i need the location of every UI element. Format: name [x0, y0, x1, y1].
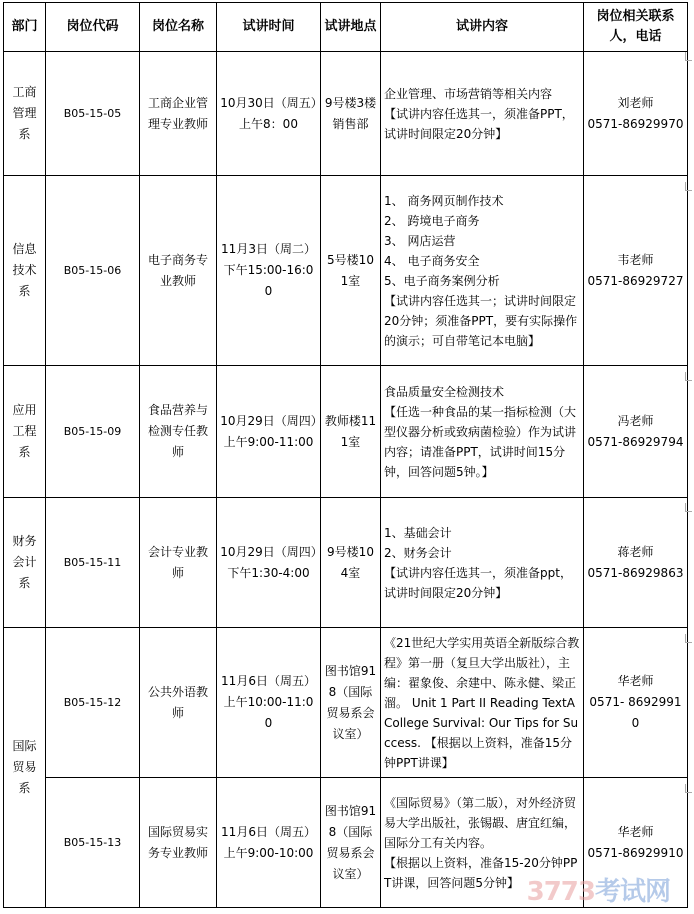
content-line: 3、 网店运营	[384, 233, 456, 248]
row-end-mark	[685, 634, 692, 643]
table-row	[4, 366, 688, 498]
location-cell: 图书馆918（国际贸易系会议室）	[321, 778, 381, 908]
content-line: 4、 电子商务安全	[384, 253, 480, 268]
content-cell	[381, 52, 584, 176]
watermark-logo	[527, 871, 670, 908]
code-cell: B05-15-11	[46, 498, 140, 628]
location-cell: 9号楼104室	[321, 498, 381, 628]
location-cell: 5号楼101室	[321, 176, 381, 366]
contact-phone: 0571-86929727	[587, 273, 684, 288]
location-cell: 教师楼111室	[321, 366, 381, 498]
row-end-mark	[685, 52, 692, 61]
content-cell	[381, 176, 584, 366]
content-line: 【试讲内容任选其一，须准备ppt，试讲时间限定20分钟】	[384, 565, 572, 600]
row-end-mark	[685, 784, 692, 793]
content-line: 1、基础会计	[384, 525, 452, 540]
content-cell	[381, 498, 584, 628]
table-row	[4, 498, 688, 628]
content-line: 1、 商务网页制作技术	[384, 193, 504, 208]
row-end-mark	[685, 372, 692, 381]
content-line: 【根据以上资料，准备15-20分钟PPT讲课，回答问题5分钟】	[384, 855, 578, 890]
position-cell: 食品营养与检测专任教师	[140, 366, 217, 498]
header-position: 岗位名称	[140, 3, 217, 52]
header-dept: 部门	[4, 3, 46, 52]
time-cell: 11月6日（周五）上午9:00-10:00	[217, 778, 321, 908]
location-cell: 图书馆918（国际贸易系会议室）	[321, 628, 381, 778]
table-row	[4, 176, 688, 366]
time-cell: 11月3日（周二）下午15:00-16:00	[217, 176, 321, 366]
position-cell: 电子商务专业教师	[140, 176, 217, 366]
exam-schedule-table	[3, 2, 688, 908]
time-cell: 10月29日（周四）上午9:00-11:00	[217, 366, 321, 498]
time-cell: 10月30日（周五）上午8：00	[217, 52, 321, 176]
header-content: 试讲内容	[381, 3, 584, 52]
code-cell: B05-15-12	[46, 628, 140, 778]
content-line: 《21世纪大学实用英语全新版综合教程》第一册（复旦大学出版社），主编：翟象俊、余建中、陈永健、梁正溜。 Unit 1 Part II Reading TextA College Survival: Our Tips for Success. 【根据以上资料，准备15分钟PPT讲课】	[384, 635, 580, 770]
code-cell: B05-15-09	[46, 366, 140, 498]
table-row	[4, 628, 688, 778]
header-time: 试讲时间	[217, 3, 321, 52]
contact-cell	[584, 628, 688, 778]
content-line: 【试讲内容任选其一；试讲时间限定20分钟；须准备PPT，要有实际操作的演示；可自带笔记本电脑】	[384, 293, 578, 348]
contact-name: 华老师	[617, 674, 654, 688]
contact-cell	[584, 176, 688, 366]
location-cell: 9号楼3楼销售部	[321, 52, 381, 176]
contact-name: 刘老师	[617, 95, 654, 110]
content-line: 《国际贸易》（第二版），对外经济贸易大学出版社，张锡嘏、唐宜红编，国际分工有关内容。	[384, 795, 577, 850]
contact-name: 冯老师	[617, 413, 654, 428]
content-line: 5、电子商务案例分析	[384, 273, 500, 288]
code-cell: B05-15-05	[46, 52, 140, 176]
position-cell: 工商企业管理专业教师	[140, 52, 217, 176]
contact-phone: 0571- 86929910	[589, 695, 682, 730]
contact-phone: 0571-86929970	[587, 116, 684, 131]
dept-cell: 工商管理系	[4, 52, 46, 176]
contact-name: 华老师	[617, 824, 654, 839]
header-row	[4, 3, 688, 52]
contact-phone: 0571-86929863	[587, 565, 684, 580]
position-cell: 公共外语教师	[140, 628, 217, 778]
content-line: 【试讲内容任选其一，须准备PPT，试讲时间限定20分钟】	[384, 106, 574, 141]
header-contact: 岗位相关联系人，电话	[584, 3, 688, 52]
time-cell: 10月29日（周四）下午1:30-4:00	[217, 498, 321, 628]
content-line: 食品质量安全检测技术	[384, 384, 505, 399]
content-cell	[381, 366, 584, 498]
contact-name: 蒋老师	[617, 544, 654, 559]
watermark-text: 考试网	[594, 877, 670, 907]
content-cell	[381, 628, 584, 778]
header-location: 试讲地点	[321, 3, 381, 52]
row-end-mark	[685, 503, 692, 512]
dept-cell: 信息技术系	[4, 176, 46, 366]
dept-cell: 应用工程系	[4, 366, 46, 498]
content-line: 2、 跨境电子商务	[384, 213, 480, 228]
row-end-mark	[685, 182, 692, 191]
content-line: 【任选一种食品的某一指标检测（大型仪器分析或致病菌检验）作为试讲内容；请准备PPT，试讲时间15分钟，回答问题5钟。】	[384, 404, 577, 479]
contact-cell	[584, 366, 688, 498]
watermark-number: 3773	[526, 877, 595, 907]
time-cell: 11月6日（周五）上午10:00-11:00	[217, 628, 321, 778]
dept-cell: 国际贸易系	[4, 628, 46, 908]
content-line: 企业管理、市场营销等相关内容	[384, 86, 553, 101]
code-cell: B05-15-06	[46, 176, 140, 366]
contact-phone: 0571-86929794	[587, 434, 684, 449]
code-cell: B05-15-13	[46, 778, 140, 908]
contact-cell	[584, 52, 688, 176]
contact-name: 韦老师	[617, 252, 654, 267]
position-cell: 国际贸易实务专业教师	[140, 778, 217, 908]
table-row	[4, 52, 688, 176]
contact-phone: 0571-86929910	[587, 845, 684, 860]
contact-cell	[584, 498, 688, 628]
dept-cell: 财务会计系	[4, 498, 46, 628]
content-line: 2、财务会计	[384, 545, 452, 560]
position-cell: 会计专业教师	[140, 498, 217, 628]
header-code: 岗位代码	[46, 3, 140, 52]
